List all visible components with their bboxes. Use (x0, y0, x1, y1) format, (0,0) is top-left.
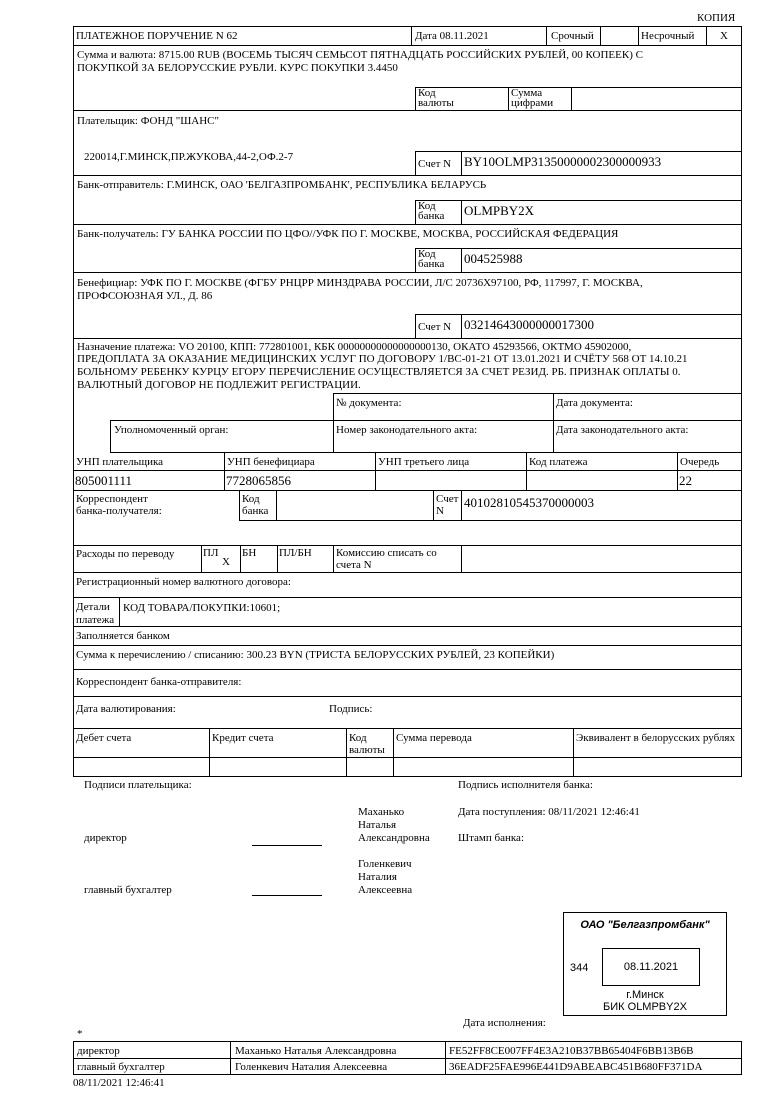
accountant-name-3: Алексеевна (358, 884, 413, 896)
expenses-bn: БН (242, 547, 257, 559)
purpose-line-4: ВАЛЮТНЫЙ ДОГОВОР НЕ ПОДЛЕЖИТ РЕГИСТРАЦИИ. (77, 379, 361, 391)
details-label-1: Детали (76, 601, 110, 613)
asterisk: * (77, 1028, 83, 1040)
unp-payer-label: УНП плательщика (76, 456, 164, 468)
correspondent-account-label-2: N (436, 505, 444, 517)
act-number-label: Номер законодательного акта: (336, 424, 478, 436)
equivalent-label: Эквивалент в белорусских рублях (576, 732, 735, 744)
code-currency-label-2: валюты (349, 744, 385, 756)
accountant-name-1: Голенкевич (358, 858, 412, 870)
payer-address: 220014,Г.МИНСК,ПР.ЖУКОВА,44-2,ОФ.2-7 (84, 151, 294, 163)
expenses-label: Расходы по переводу (76, 548, 175, 560)
beneficiary-account-label: Счет N (418, 321, 452, 333)
nonurgent-label: Несрочный (641, 30, 695, 42)
director-label: директор (84, 832, 127, 844)
stamp-bik: БИК OLMPBY2X (603, 1001, 687, 1013)
purpose-line-2: ПРЕДОПЛАТА ЗА ОКАЗАНИЕ МЕДИЦИНСКИХ УСЛУГ ПО ДОГОВОРУ 1/ВС-01-21 ОТ 13.01.2021 И СЧЁТУ 568 ОТ 14.10.21 (77, 353, 688, 365)
urgent-label: Срочный (551, 30, 594, 42)
eds-row-1-hash: FE52FF8CE007FF4E3A210B37BB65404F6BB13B6B (449, 1045, 694, 1057)
document-title: ПЛАТЕЖНОЕ ПОРУЧЕНИЕ N 62 (76, 30, 238, 42)
expenses-pl: ПЛ (203, 547, 219, 559)
director-name-2: Наталья (358, 819, 397, 831)
payment-code-label: Код платежа (529, 456, 588, 468)
doc-date-label: Дата документа: (556, 397, 633, 409)
bank-stamp (563, 912, 727, 1016)
unp-third-label: УНП третьего лица (378, 456, 470, 468)
correspondent-label-2: банка-получателя: (76, 505, 162, 517)
beneficiary-account: 03214643000000017300 (464, 317, 594, 332)
receiver-bank-code: 004525988 (464, 251, 523, 266)
copy-label: КОПИЯ (697, 12, 736, 24)
stamp-date-box (602, 948, 700, 986)
receiver-bank-code-label: Код банка (418, 248, 445, 270)
correspondent-account: 40102810545370000003 (464, 495, 594, 510)
sender-correspondent-label: Корреспондент банка-отправителя: (76, 676, 242, 688)
queue-label: Очередь (680, 456, 720, 468)
payer-signatures-label: Подписи плательщика: (84, 779, 192, 791)
document-date: Дата 08.11.2021 (415, 30, 489, 42)
details-value: КОД ТОВАРА/ПОКУПКИ:10601; (123, 602, 281, 614)
accountant-label: главный бухгалтер (84, 884, 172, 896)
sender-bank-code-label: Код банка (418, 200, 445, 222)
debit-label: Дебет счета (76, 732, 132, 744)
eds-row-1-role: директор (77, 1045, 120, 1057)
receipt-date: Дата поступления: 08/11/2021 12:46:41 (458, 806, 640, 818)
transfer-sum: Сумма к перечислению / списанию: 300.23 BYN (ТРИСТА БЕЛОРУССКИХ РУБЛЕЙ, 23 КОПЕЙКИ) (76, 649, 555, 661)
bank-stamp-label: Штамп банка: (458, 832, 524, 844)
correspondent-label-1: Корреспондент (76, 493, 148, 505)
eds-row-2-role: главный бухгалтер (77, 1061, 165, 1073)
director-signature-line (252, 845, 322, 846)
stamp-bank-name: ОАО "Белгазпромбанк" (580, 919, 710, 931)
unp-beneficiary-label: УНП бенефициара (227, 456, 315, 468)
currency-code-label: Код валюты (418, 87, 454, 109)
eds-row-2-hash: 36EADF25FAE996E441D9ABEABC451B680FF371DA (449, 1061, 703, 1073)
accountant-signature-line (252, 895, 322, 896)
eds-row-2-name: Голенкевич Наталия Алексеевна (235, 1061, 388, 1073)
correspondent-code-label-2: банка (242, 505, 269, 517)
purpose-line-3: БОЛЬНОМУ РЕБЕНКУ КУРЦУ ЕГОРУ ПЕРЕЧИСЛЕНИЕ ОСУЩЕСТВЛЯЕТСЯ ЗА СЧЕТ РЕЗИД. РБ. ПРИЗНАК ОПЛАТЫ 0. (77, 366, 681, 378)
stamp-date: 08.11.2021 (623, 961, 679, 973)
nonurgent-mark: X (720, 30, 728, 42)
details-label-2: платежа (76, 614, 115, 626)
sender-bank-label: Банк-отправитель: Г.МИНСК, ОАО 'БЕЛГАЗПРОМБАНК', РЕСПУБЛИКА БЕЛАРУСЬ (77, 179, 487, 191)
unp-beneficiary-value: 7728065856 (226, 473, 291, 488)
beneficiary-line-1: Бенефициар: УФК ПО Г. МОСКВЕ (ФГБУ РНЦРР МИНЗДРАВА РОССИИ, Л/С 20736Х97100, РФ, 117997, Г. МОСКВА, (77, 277, 643, 289)
execution-date-label: Дата исполнения: (463, 1017, 546, 1029)
accountant-name-2: Наталия (358, 871, 397, 883)
stamp-city: г.Минск (626, 989, 664, 1001)
expenses-pl-mark: X (222, 556, 230, 568)
credit-label: Кредит счета (212, 732, 274, 744)
commission-line-2: счета N (336, 559, 372, 571)
director-name-3: Александровна (358, 832, 430, 844)
expenses-plbn: ПЛ/БН (279, 547, 312, 559)
purpose-line-1: Назначение платежа: VO 20100, КПП: 772801001, КБК 00000000000000000130, ОКАТО 45293566, ОКТМО 45902000, (77, 341, 632, 353)
correspondent-account-label-1: Счет (436, 493, 459, 505)
amount-line-2: ПОКУПКОЙ ЗА БЕЛОРУССКИЕ РУБЛИ. КУРС ПОКУПКИ 3.4450 (77, 62, 398, 74)
doc-number-label: № документа: (336, 397, 402, 409)
queue-value: 22 (679, 473, 692, 488)
commission-line-1: Комиссию списать со (336, 547, 437, 559)
sum-digits-label: Сумма цифрами (511, 87, 554, 109)
unp-payer-value: 805001111 (75, 473, 133, 488)
correspondent-code-label-1: Код (242, 493, 260, 505)
reg-contract-label: Регистрационный номер валютного договора: (76, 576, 291, 588)
director-name-1: Маханько (358, 806, 405, 818)
sender-bank-code: OLMPBY2X (464, 203, 535, 218)
authority-label: Уполномоченный орган: (114, 424, 229, 436)
eds-row-1-name: Маханько Наталья Александровна (235, 1045, 397, 1057)
footer-timestamp: 08/11/2021 12:46:41 (73, 1077, 165, 1089)
receiver-bank-label: Банк-получатель: ГУ БАНКА РОССИИ ПО ЦФО//УФК ПО Г. МОСКВЕ, МОСКВА, РОССИЙСКАЯ ФЕДЕРАЦИЯ (77, 228, 619, 240)
value-date-label: Дата валютирования: (76, 703, 176, 715)
payer-account: BY10OLMP31350000002300000933 (464, 154, 662, 169)
payer-account-label: Счет N (418, 158, 452, 170)
stamp-number: 344 (570, 962, 589, 974)
amount-line-1: Сумма и валюта: 8715.00 RUB (ВОСЕМЬ ТЫСЯЧ СЕМЬСОТ ПЯТНАДЦАТЬ РОССИЙСКИХ РУБЛЕЙ, 00 КОПЕЕК) С (77, 49, 643, 61)
act-date-label: Дата законодательного акта: (556, 424, 689, 436)
bank-executor-signature-label: Подпись исполнителя банка: (458, 779, 593, 791)
transfer-sum-label: Сумма перевода (396, 732, 472, 744)
payer-label: Плательщик: ФОНД "ШАНС" (77, 115, 220, 127)
beneficiary-line-2: ПРОФСОЮЗНАЯ УЛ., Д. 86 (77, 290, 213, 302)
bank-fill-label: Заполняется банком (76, 630, 170, 642)
code-currency-label-1: Код (349, 732, 367, 744)
signature-label: Подпись: (329, 703, 373, 715)
